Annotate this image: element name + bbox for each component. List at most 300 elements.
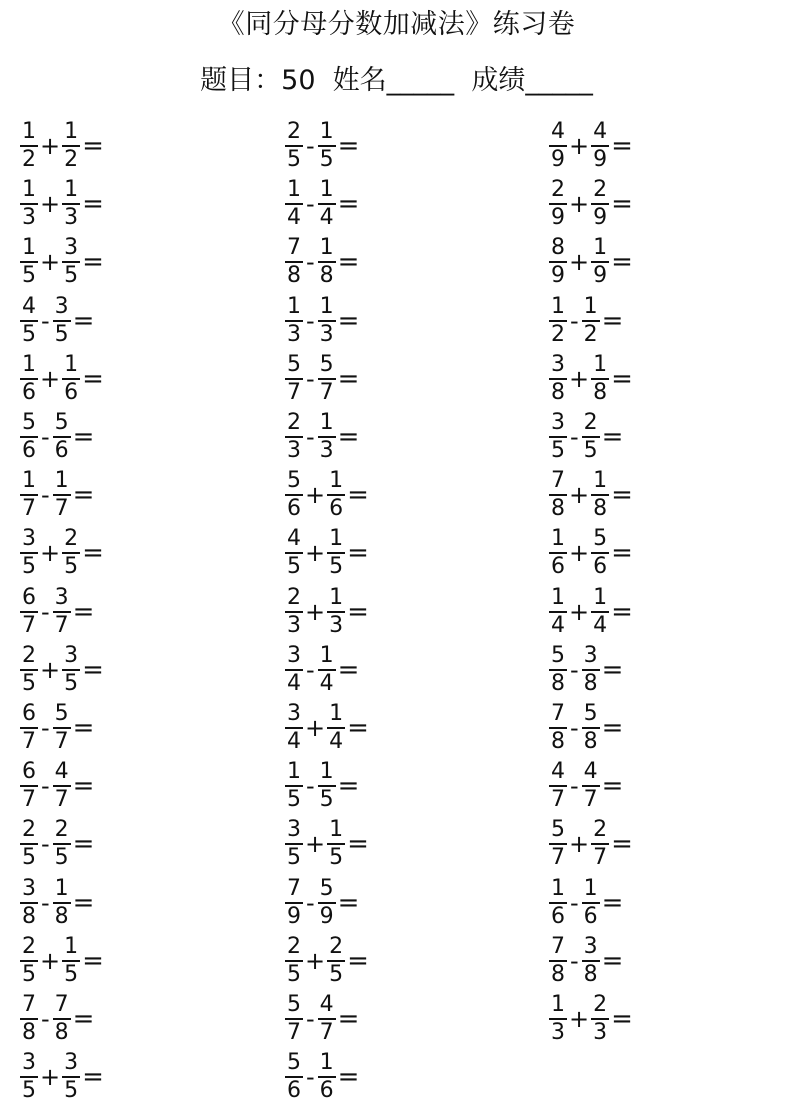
denominator: 2 xyxy=(583,321,598,347)
fraction xyxy=(549,527,567,579)
numerator: 3 xyxy=(287,701,301,726)
numerator: 1 xyxy=(551,293,565,319)
problem-item[interactable] xyxy=(20,1049,104,1105)
denominator: 5 xyxy=(54,321,69,347)
equals-sign: = xyxy=(601,422,624,452)
equals-sign: = xyxy=(337,189,360,220)
equals-sign: = xyxy=(337,422,360,452)
equals-sign: = xyxy=(337,887,360,918)
problem-item[interactable] xyxy=(20,700,94,756)
numerator: 4 xyxy=(54,759,69,785)
numerator: 5 xyxy=(551,642,565,668)
fraction xyxy=(62,1051,80,1103)
denominator: 7 xyxy=(551,845,565,871)
problem-item[interactable] xyxy=(285,293,359,349)
numerator: 5 xyxy=(583,701,598,726)
minus-sign: - xyxy=(306,772,315,801)
plus-sign: + xyxy=(40,132,61,160)
fraction xyxy=(591,586,609,638)
fraction xyxy=(591,236,609,288)
minus-sign: - xyxy=(306,306,315,335)
equals-sign: = xyxy=(347,713,369,743)
numerator: 3 xyxy=(583,933,598,959)
denominator: 4 xyxy=(319,670,334,696)
equals-sign: = xyxy=(337,1004,360,1034)
fraction xyxy=(549,353,567,405)
fraction xyxy=(285,527,303,579)
problem-item[interactable] xyxy=(20,467,94,523)
denominator: 9 xyxy=(593,263,608,289)
fraction xyxy=(285,993,303,1045)
problem-item[interactable] xyxy=(285,584,369,640)
denominator: 7 xyxy=(22,729,36,754)
fraction xyxy=(285,1051,303,1103)
plus-sign: + xyxy=(40,655,61,684)
minus-sign: - xyxy=(41,306,50,335)
denominator: 7 xyxy=(583,787,598,813)
problem-item[interactable] xyxy=(285,933,369,989)
denominator: 3 xyxy=(593,1020,608,1045)
fraction xyxy=(591,120,609,172)
denominator: 7 xyxy=(54,729,69,754)
denominator: 8 xyxy=(583,670,598,696)
minus-sign: - xyxy=(306,364,315,393)
problem-item[interactable] xyxy=(20,525,104,581)
denominator: 5 xyxy=(64,961,79,987)
denominator: 5 xyxy=(287,787,301,813)
worksheet-header xyxy=(0,58,793,97)
numerator: 4 xyxy=(583,759,598,785)
problem-item[interactable] xyxy=(285,642,359,698)
numerator: 1 xyxy=(329,526,344,552)
fraction xyxy=(591,353,609,405)
problem-item[interactable] xyxy=(285,758,359,814)
fraction xyxy=(582,760,600,812)
problem-item[interactable] xyxy=(20,991,94,1047)
numerator: 2 xyxy=(287,410,301,435)
numerator: 3 xyxy=(54,293,69,319)
denominator: 7 xyxy=(319,1020,334,1045)
denominator: 6 xyxy=(22,379,36,405)
denominator: 5 xyxy=(64,263,79,289)
problem-item[interactable] xyxy=(20,816,94,872)
denominator: 5 xyxy=(22,961,36,987)
numerator: 5 xyxy=(551,817,565,843)
numerator: 1 xyxy=(329,701,344,726)
equals-sign: = xyxy=(347,596,369,627)
fraction xyxy=(549,818,567,870)
problem-item[interactable] xyxy=(20,351,104,407)
fraction xyxy=(318,993,336,1045)
denominator: 2 xyxy=(64,147,79,172)
plus-sign: + xyxy=(305,830,326,859)
numerator: 7 xyxy=(287,235,301,261)
denominator: 3 xyxy=(64,205,79,231)
equals-sign: = xyxy=(611,1004,633,1034)
problem-item[interactable] xyxy=(285,234,359,290)
minus-sign: - xyxy=(41,481,50,510)
fraction xyxy=(20,527,38,579)
numerator: 2 xyxy=(551,177,565,203)
numerator: 1 xyxy=(319,235,334,261)
fraction xyxy=(582,935,600,987)
denominator: 3 xyxy=(22,205,36,231)
numerator: 2 xyxy=(64,526,79,552)
fraction xyxy=(285,469,303,521)
numerator: 1 xyxy=(54,468,69,494)
fraction xyxy=(20,236,38,288)
numerator: 3 xyxy=(64,1050,79,1076)
equals-sign: = xyxy=(337,363,360,394)
problem-item[interactable] xyxy=(285,700,369,756)
denominator: 9 xyxy=(287,903,301,929)
fraction xyxy=(20,818,38,870)
denominator: 5 xyxy=(22,263,36,289)
equals-sign: = xyxy=(601,771,624,802)
fraction xyxy=(285,644,303,696)
equals-sign: = xyxy=(611,480,633,511)
problem-item[interactable] xyxy=(285,409,359,465)
problem-item[interactable] xyxy=(20,409,94,465)
problem-item[interactable] xyxy=(20,875,94,931)
denominator: 9 xyxy=(551,147,565,172)
denominator: 3 xyxy=(287,612,301,638)
fraction xyxy=(62,935,80,987)
equals-sign: = xyxy=(82,1062,104,1093)
fraction xyxy=(20,1051,38,1103)
fraction xyxy=(549,120,567,172)
fraction xyxy=(20,760,38,812)
equals-sign: = xyxy=(611,247,633,278)
denominator: 8 xyxy=(551,961,565,987)
problem-item[interactable] xyxy=(20,642,104,698)
numerator: 1 xyxy=(22,351,36,377)
fraction xyxy=(549,935,567,987)
denominator: 6 xyxy=(593,554,608,580)
denominator: 5 xyxy=(287,961,301,987)
fraction xyxy=(549,702,567,754)
fraction xyxy=(285,411,303,463)
fraction xyxy=(62,236,80,288)
minus-sign: - xyxy=(306,132,315,160)
equals-sign: = xyxy=(82,363,104,394)
numerator: 7 xyxy=(551,468,565,494)
equals-sign: = xyxy=(611,596,633,627)
numerator: 1 xyxy=(593,584,608,610)
fraction xyxy=(582,877,600,929)
problem-item[interactable] xyxy=(285,176,359,232)
fraction xyxy=(549,469,567,521)
denominator: 5 xyxy=(22,670,36,696)
numerator: 3 xyxy=(551,351,565,377)
plus-sign: + xyxy=(40,248,61,277)
problem-item[interactable] xyxy=(20,118,104,174)
denominator: 8 xyxy=(551,670,565,696)
fraction xyxy=(549,236,567,288)
numerator: 1 xyxy=(319,642,334,668)
numerator: 3 xyxy=(287,642,301,668)
problem-item[interactable] xyxy=(285,467,369,523)
denominator: 7 xyxy=(22,496,36,522)
minus-sign: - xyxy=(570,655,579,684)
problem-item[interactable] xyxy=(285,525,369,581)
fraction xyxy=(285,295,303,347)
fraction xyxy=(582,702,600,754)
denominator: 5 xyxy=(64,1078,79,1104)
minus-sign: - xyxy=(306,423,315,451)
denominator: 6 xyxy=(329,496,344,522)
denominator: 9 xyxy=(593,205,608,231)
numerator: 1 xyxy=(551,875,565,901)
plus-sign: + xyxy=(569,132,590,160)
fraction xyxy=(62,527,80,579)
minus-sign: - xyxy=(41,888,50,917)
plus-sign: + xyxy=(40,190,61,219)
minus-sign: - xyxy=(570,772,579,801)
denominator: 9 xyxy=(319,903,334,929)
minus-sign: - xyxy=(570,888,579,917)
problem-item[interactable] xyxy=(549,758,623,814)
fraction xyxy=(20,586,38,638)
denominator: 6 xyxy=(22,438,36,463)
problem-item[interactable] xyxy=(549,991,633,1047)
problem-item[interactable] xyxy=(549,875,623,931)
denominator: 8 xyxy=(319,263,334,289)
numerator: 1 xyxy=(319,1050,334,1076)
denominator: 4 xyxy=(287,729,301,754)
numerator: 1 xyxy=(329,817,344,843)
numerator: 3 xyxy=(22,526,36,552)
numerator: 1 xyxy=(22,177,36,203)
denominator: 7 xyxy=(54,612,69,638)
plus-sign: + xyxy=(569,539,590,568)
denominator: 5 xyxy=(329,845,344,871)
problem-item[interactable] xyxy=(549,642,623,698)
problem-item[interactable] xyxy=(549,409,623,465)
problem-item[interactable] xyxy=(285,1049,359,1105)
denominator: 5 xyxy=(287,845,301,871)
fraction xyxy=(318,877,336,929)
numerator: 2 xyxy=(593,992,608,1017)
numerator: 5 xyxy=(319,351,334,377)
problem-item[interactable] xyxy=(549,467,633,523)
numerator: 1 xyxy=(551,584,565,610)
denominator: 8 xyxy=(593,496,608,522)
denominator: 7 xyxy=(593,845,608,871)
numerator: 1 xyxy=(22,235,36,261)
fraction xyxy=(53,877,71,929)
denominator: 7 xyxy=(22,787,36,813)
numerator: 5 xyxy=(287,992,301,1017)
minus-sign: - xyxy=(41,714,50,742)
fraction xyxy=(53,295,71,347)
equals-sign: = xyxy=(337,654,360,685)
problem-item[interactable] xyxy=(549,584,633,640)
fraction xyxy=(318,295,336,347)
fraction xyxy=(53,760,71,812)
denominator: 8 xyxy=(22,903,36,929)
fraction xyxy=(327,935,345,987)
minus-sign: - xyxy=(306,888,315,917)
problem-count: 50 xyxy=(281,65,316,96)
denominator: 4 xyxy=(593,612,608,638)
equals-sign: = xyxy=(601,887,624,918)
score-blank[interactable]: _____ xyxy=(525,65,593,96)
fraction xyxy=(62,353,80,405)
denominator: 6 xyxy=(287,496,301,522)
problem-item[interactable] xyxy=(549,816,633,872)
fraction xyxy=(53,411,71,463)
denominator: 8 xyxy=(583,961,598,987)
denominator: 4 xyxy=(319,205,334,231)
minus-sign: - xyxy=(306,190,315,219)
denominator: 5 xyxy=(22,554,36,580)
numerator: 7 xyxy=(287,875,301,901)
problem-item[interactable] xyxy=(549,933,623,989)
numerator: 2 xyxy=(287,584,301,610)
problem-item[interactable] xyxy=(549,176,633,232)
fraction xyxy=(318,178,336,230)
numerator: 2 xyxy=(22,933,36,959)
numerator: 6 xyxy=(22,759,36,785)
numerator: 6 xyxy=(22,701,36,726)
problem-item[interactable] xyxy=(549,293,623,349)
minus-sign: - xyxy=(306,1005,315,1033)
minus-sign: - xyxy=(41,772,50,801)
numerator: 3 xyxy=(64,642,79,668)
fraction xyxy=(20,935,38,987)
denominator: 7 xyxy=(54,496,69,522)
fraction xyxy=(327,818,345,870)
fraction xyxy=(285,178,303,230)
plus-sign: + xyxy=(569,190,590,219)
plus-sign: + xyxy=(305,714,326,742)
numerator: 1 xyxy=(593,468,608,494)
denominator: 5 xyxy=(64,670,79,696)
problem-item[interactable] xyxy=(549,118,633,174)
fraction xyxy=(591,469,609,521)
denominator: 4 xyxy=(329,729,344,754)
numerator: 2 xyxy=(583,410,598,435)
fraction xyxy=(20,702,38,754)
fraction xyxy=(53,702,71,754)
numerator: 1 xyxy=(583,875,598,901)
denominator: 3 xyxy=(319,321,334,347)
numerator: 5 xyxy=(319,875,334,901)
problem-item[interactable] xyxy=(549,351,633,407)
fraction xyxy=(591,178,609,230)
problem-item[interactable] xyxy=(20,176,104,232)
denominator: 9 xyxy=(593,147,608,172)
problem-item[interactable] xyxy=(285,351,359,407)
fraction xyxy=(591,527,609,579)
fraction xyxy=(591,818,609,870)
numerator: 3 xyxy=(551,410,565,435)
denominator: 7 xyxy=(551,787,565,813)
problem-item[interactable] xyxy=(285,991,359,1047)
fraction xyxy=(20,469,38,521)
minus-sign: - xyxy=(306,248,315,277)
problem-item[interactable] xyxy=(549,234,633,290)
denominator: 7 xyxy=(54,787,69,813)
equals-sign: = xyxy=(82,131,104,161)
problem-item[interactable] xyxy=(20,933,104,989)
fraction xyxy=(582,644,600,696)
numerator: 1 xyxy=(319,759,334,785)
problem-item[interactable] xyxy=(20,234,104,290)
plus-sign: + xyxy=(569,248,590,277)
numerator: 4 xyxy=(551,119,565,144)
problem-item[interactable] xyxy=(20,758,94,814)
minus-sign: - xyxy=(570,423,579,451)
denominator: 2 xyxy=(22,147,36,172)
plus-sign: + xyxy=(305,946,326,975)
numerator: 1 xyxy=(64,933,79,959)
denominator: 5 xyxy=(319,787,334,813)
plus-sign: + xyxy=(40,946,61,975)
denominator: 9 xyxy=(551,205,565,231)
minus-sign: - xyxy=(41,423,50,451)
problem-item[interactable] xyxy=(549,700,623,756)
problem-item[interactable] xyxy=(285,816,369,872)
plus-sign: + xyxy=(40,1063,61,1092)
denominator: 3 xyxy=(329,612,344,638)
equals-sign: = xyxy=(72,887,95,918)
problem-item[interactable] xyxy=(549,525,633,581)
fraction xyxy=(549,993,567,1045)
denominator: 7 xyxy=(319,379,334,405)
equals-sign: = xyxy=(347,538,369,569)
fraction xyxy=(20,178,38,230)
count-label: 题目： xyxy=(200,65,282,96)
fraction xyxy=(20,295,38,347)
fraction xyxy=(327,586,345,638)
numerator: 2 xyxy=(287,933,301,959)
fraction xyxy=(582,411,600,463)
plus-sign: + xyxy=(40,364,61,393)
equals-sign: = xyxy=(72,829,95,860)
denominator: 3 xyxy=(287,321,301,347)
problem-item[interactable] xyxy=(20,293,94,349)
numerator: 2 xyxy=(22,817,36,843)
numerator: 3 xyxy=(54,584,69,610)
problem-item[interactable] xyxy=(20,584,94,640)
numerator: 7 xyxy=(54,992,69,1017)
fraction xyxy=(62,644,80,696)
plus-sign: + xyxy=(569,364,590,393)
problem-item[interactable] xyxy=(285,875,359,931)
denominator: 8 xyxy=(551,496,565,522)
fraction xyxy=(549,644,567,696)
name-blank[interactable]: _____ xyxy=(386,65,455,96)
fraction xyxy=(20,120,38,172)
numerator: 3 xyxy=(583,642,598,668)
fraction xyxy=(327,469,345,521)
equals-sign: = xyxy=(82,247,104,278)
denominator: 3 xyxy=(287,438,301,463)
equals-sign: = xyxy=(347,945,369,976)
numerator: 2 xyxy=(54,817,69,843)
denominator: 6 xyxy=(287,1078,301,1104)
numerator: 1 xyxy=(22,119,36,144)
numerator: 3 xyxy=(287,817,301,843)
fraction xyxy=(285,935,303,987)
denominator: 9 xyxy=(551,263,565,289)
problem-item[interactable] xyxy=(285,118,359,174)
numerator: 5 xyxy=(287,351,301,377)
equals-sign: = xyxy=(72,305,95,336)
fraction xyxy=(318,120,336,172)
